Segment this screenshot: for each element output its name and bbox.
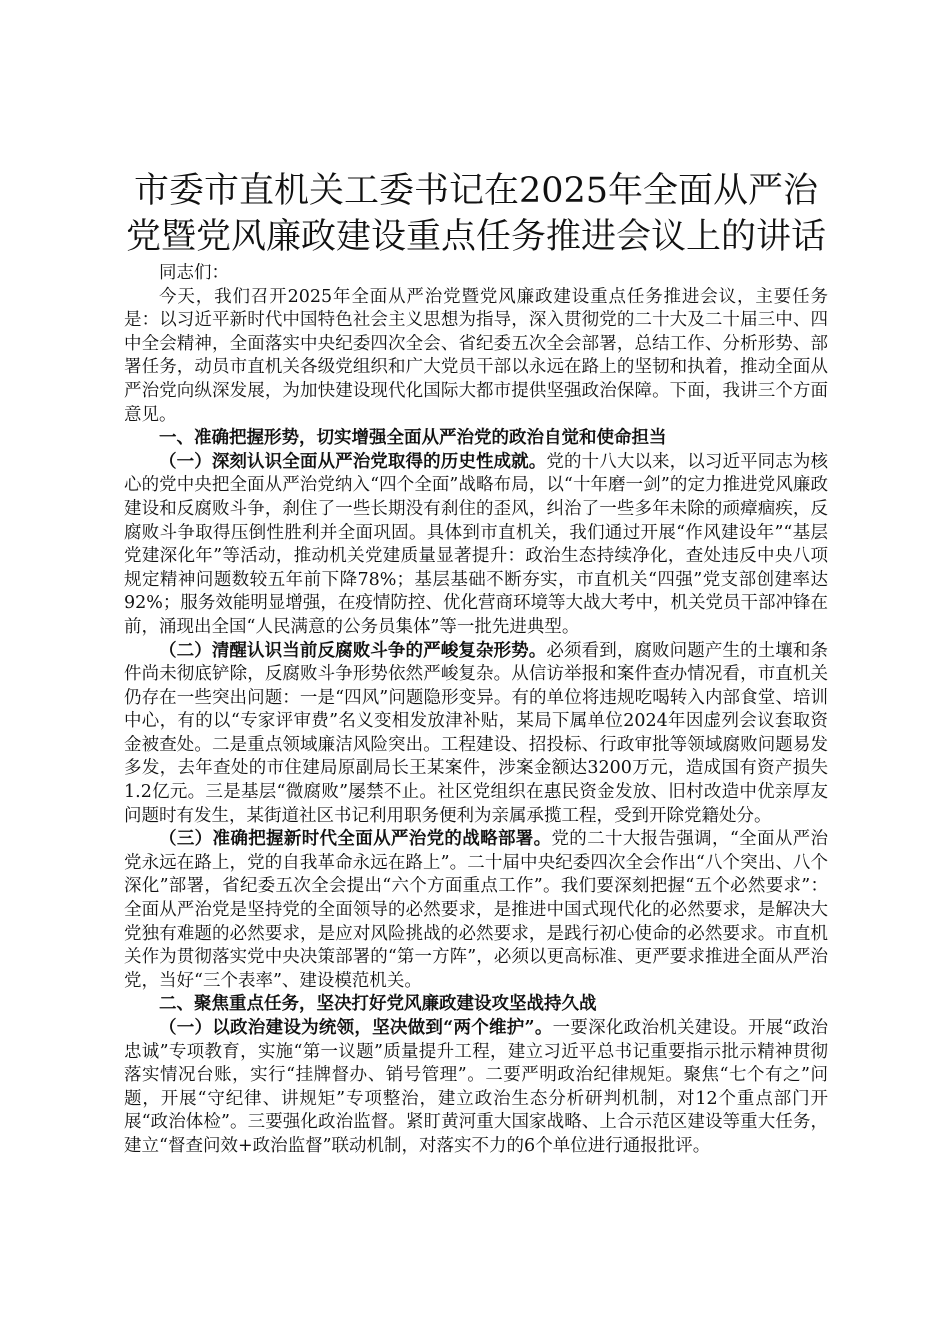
paragraph-body: 一要深化政治机关建设。开展“政治忠诚”专项教育，实施“第一议题”质量提升工程，建立习近平总书记重要指示批示精神贯彻落实情况台账，实行“挂牌督办、销号管理”。二要严明政治纪律规矩。聚焦“七个有之”问题，开展“守纪律、讲规矩”专项整治，建立政治生态分析研判机制，对12个重点部门开展“政治体检”。三要强化政治监督。紧盯黄河重大国家战略、上合示范区建设等重大任务，建立“督查问效+政治监督”联动机制，对落实不力的6个单位进行通报批评。 [124,1018,828,1156]
section-1-paragraph-2 [124,640,828,829]
intro-paragraph: 今天，我们召开2025年全面从严治党暨党风廉政建设重点任务推进会议，主要任务是：以习近平新时代中国特色社会主义思想为指导，深入贯彻党的二十大及二十届三中、四中全会精神，全面落实中央纪委四次全会、省纪委五次全会部署，总结工作、分析形势、部署任务，动员市直机关各级党组织和广大党员干部以永远在路上的坚韧和执着，推动全面从严治党向纵深发展，为加快建设现代化国际大都市提供坚强政治保障。下面，我讲三个方面意见。 [124,286,828,425]
section-1-paragraph-3 [124,828,828,993]
section-1-heading: 一、准确把握形势，切实增强全面从严治党的政治自觉和使命担当 [159,428,667,449]
document-body [124,262,828,1159]
title-line-1: 市委市直机关工委书记在2025年全面从严治 [133,171,819,211]
document-page [124,168,828,1159]
salutation: 同志们： [159,263,229,283]
document-title [124,168,828,260]
section-2-paragraph-1 [124,1017,828,1159]
subheading-2-1: （一）以政治建设为统领，坚决做到“两个维护”。 [159,1018,553,1038]
section-2-heading: 二、聚焦重点任务，坚决打好党风廉政建设攻坚战持久战 [159,994,597,1015]
subheading-1-1: （一）深刻认识全面从严治党取得的历史性成就。 [159,451,547,472]
title-line-2: 党暨党风廉政建设重点任务推进会议上的讲话 [125,217,826,257]
paragraph-body: 党的二十大报告强调，“全面从严治党永远在路上，党的自我革命永远在路上”。二十届中央纪委四次全会作出“八个突出、八个深化”部署，省纪委五次全会提出“六个方面重点工作”。我们要深刻把握“五个必然要求”：全面从严治党是坚持党的全面领导的必然要求，是推进中国式现代化的必然要求，是解决大党独有难题的必然要求，是应对风险挑战的必然要求，是践行初心使命的必然要求。市直机关作为贯彻落实党中央决策部署的“第一方阵”，必须以更高标准、更严要求推进全面从严治党，当好“三个表率”、建设模范机关。 [124,829,829,991]
paragraph-body: 党的十八大以来，以习近平同志为核心的党中央把全面从严治党纳入“四个全面”战略布局，以“十年磨一剑”的定力推进党风廉政建设和反腐败斗争，刹住了一些长期没有刹住的歪风，纠治了一些多年未除的顽瘴痼疾，反腐败斗争取得压倒性胜利并全面巩固。具体到市直机关，我们通过开展“作风建设年”“基层党建深化年”等活动，推动机关党建质量显著提升：政治生态持续净化，查处违反中央八项规定精神问题数较五年前下降78%；基层基础不断夯实，市直机关“四强”党支部创建率达92%；服务效能明显增强，在疫情防控、优化营商环境等大战大考中，机关党员干部冲锋在前，涌现出全国“人民满意的公务员集体”等一批先进典型。 [124,451,829,637]
subheading-1-2: （二）清醒认识当前反腐败斗争的严峻复杂形势。 [159,640,547,661]
paragraph-body: 必须看到，腐败问题产生的土壤和条件尚未彻底铲除，反腐败斗争形势依然严峻复杂。从信访举报和案件查办情况看，市直机关仍存在一些突出问题：一是“四风”问题隐形变异。有的单位将违规吃喝转入内部食堂、培训中心，有的以“专家评审费”名义变相发放津补贴，某局下属单位2024年因虚列会议套取资金被查处。二是重点领域廉洁风险突出。工程建设、招投标、行政审批等领域腐败问题易发多发，去年查处的市住建局原副局长王某案件，涉案金额达3200万元，造成国有资产损失1.2亿元。三是基层“微腐败”屡禁不止。社区党组织在惠民资金发放、旧村改造中优亲厚友问题时有发生，某街道社区书记利用职务便利为亲属承揽工程，受到开除党籍处分。 [124,640,829,826]
section-1-paragraph-1 [124,451,828,640]
subheading-1-3: （三）准确把握新时代全面从严治党的战略部署。 [159,829,552,850]
